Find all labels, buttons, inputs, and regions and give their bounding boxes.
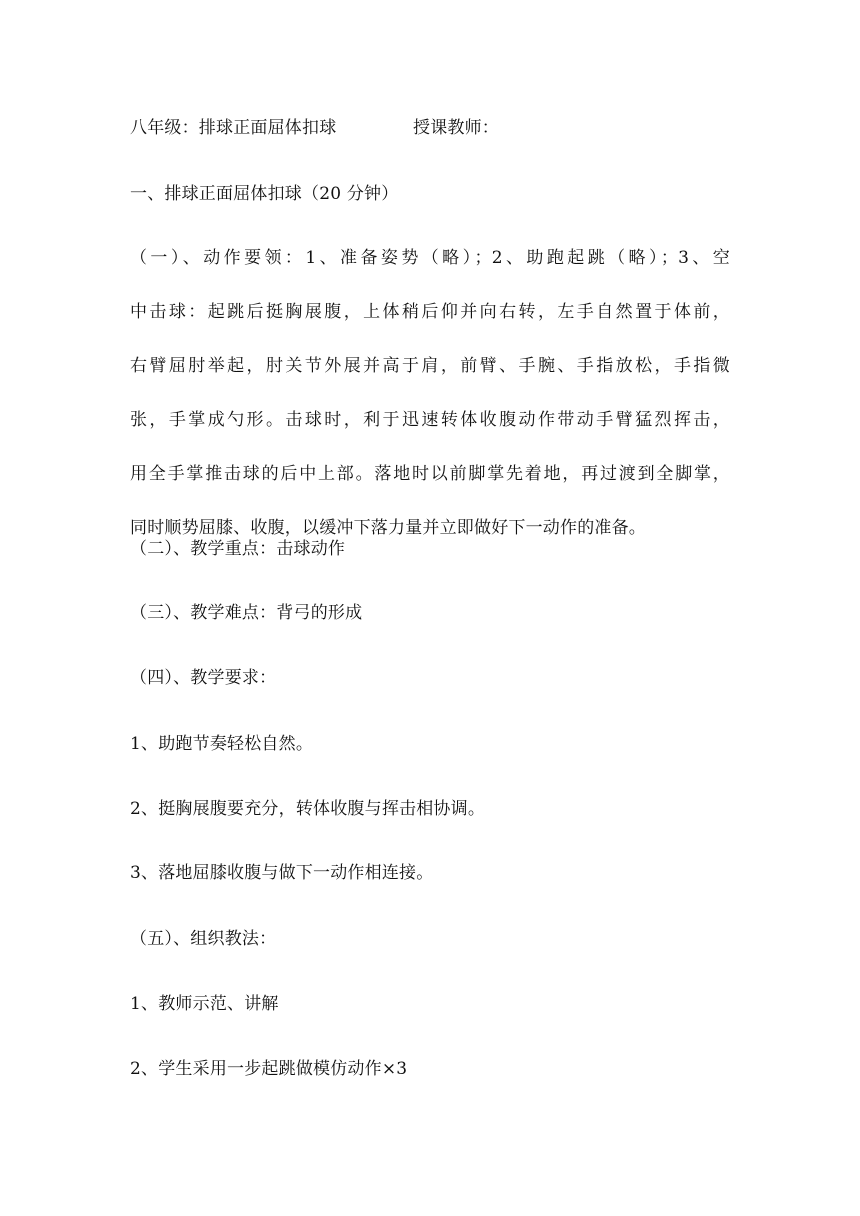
section-heading: 一、排球正面屈体扣球（20 分钟） bbox=[130, 184, 399, 204]
difficulty: （三）、教学难点：背弓的形成 bbox=[130, 603, 363, 623]
essentials-line: （一）、动作要领：1、准备姿势（略）；2、助跑起跳（略）；3、空 bbox=[130, 248, 730, 268]
organization-heading: （五）、组织教法： bbox=[130, 929, 277, 949]
essentials-line: 中击球：起跳后挺胸展腹，上体稍后仰并向右转，左手自然置于体前， bbox=[130, 302, 730, 322]
requirement-item: 2、挺胸展腹要充分，转体收腹与挥击相协调。 bbox=[130, 799, 486, 819]
essentials-line: 用全手掌推击球的后中上部。落地时以前脚掌先着地，再过渡到全脚掌， bbox=[130, 464, 730, 484]
requirements-heading: （四）、教学要求： bbox=[130, 668, 277, 688]
teacher-label: 授课教师： bbox=[413, 118, 499, 138]
organization-item: 1、教师示范、讲解 bbox=[130, 994, 279, 1014]
requirement-item: 1、助跑节奏轻松自然。 bbox=[130, 734, 314, 754]
lesson-title: 八年级：排球正面屈体扣球 bbox=[130, 118, 337, 138]
lesson-header bbox=[130, 117, 730, 139]
organization-item: 2、学生采用一步起跳做模仿动作×3 bbox=[130, 1059, 408, 1079]
essentials-line: 同时顺势屈膝、收腹，以缓冲下落力量并立即做好下一动作的准备。 bbox=[130, 518, 646, 538]
requirement-item: 3、落地屈膝收腹与做下一动作相连接。 bbox=[130, 863, 434, 883]
essentials-line: 张，手掌成勺形。击球时，利于迅速转体收腹动作带动手臂猛烈挥击， bbox=[130, 410, 730, 430]
key-point: （二）、教学重点：击球动作 bbox=[130, 539, 346, 559]
essentials-line: 右臂屈肘举起，肘关节外展并高于肩，前臂、手腕、手指放松，手指微 bbox=[130, 356, 730, 376]
